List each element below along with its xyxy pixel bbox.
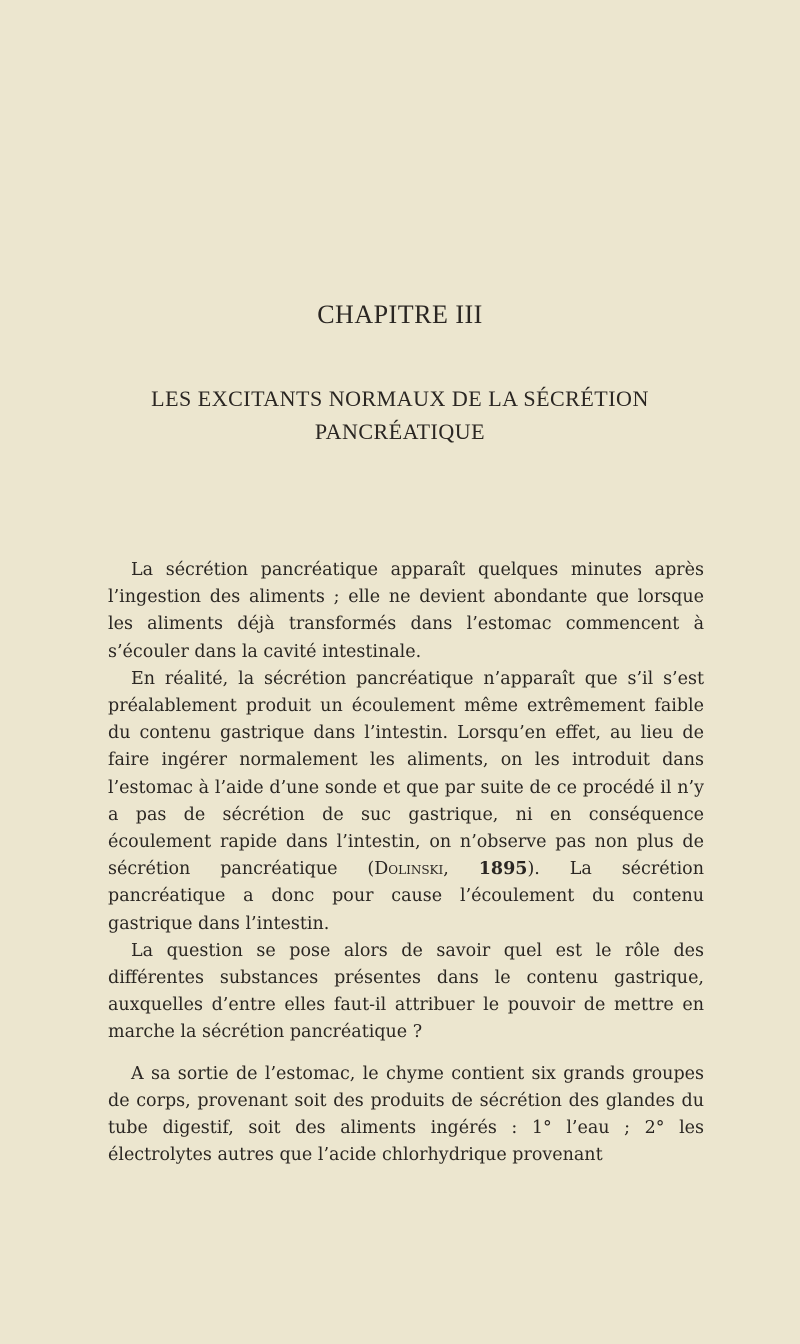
paragraph-1: La sécrétion pancréatique apparaît quelques minutes après l’ingestion des aliments ; elle ne devient abondante que lorsque les aliments déjà transformés dans l’estomac commencent à s’écouler dans la cavité intestinale. <box>108 560 704 662</box>
chapter-title-line-2: PANCRÉATIQUE <box>314 419 486 444</box>
author-citation: Dolinski <box>374 859 444 880</box>
paragraph-4: A sa sortie de l’estomac, le chyme contient six grands groupes de corps, provenant soit des produits de sécrétion des glandes du tube digestif, soit des aliments ingérés : 1° l’eau ; 2° les électrolytes autres que l’acide chlorhydrique provenant <box>108 1063 704 1166</box>
chapter-heading: CHAPITRE III <box>317 300 483 329</box>
citation-separator: , <box>443 859 479 880</box>
body-text <box>108 557 704 1169</box>
paragraph-2-end: ). La sécrétion pancréatique a donc pour cause l’écoulement du contenu gastrique dans l’intestin. <box>108 859 704 934</box>
chapter-title <box>0 382 800 448</box>
paragraph-2 <box>108 666 704 938</box>
paragraph-3: La question se pose alors de savoir quel est le rôle des différentes substances présentes dans le contenu gastrique, auxquelles d’entre elles faut-il attribuer le pouvoir de mettre en marche la sécrétion pancréatique ? <box>108 940 704 1043</box>
chapter-title-line-1: LES EXCITANTS NORMAUX DE LA SÉCRÉTION <box>151 386 649 411</box>
citation-year: 1895 <box>478 859 528 880</box>
paragraph-2-text: En réalité, la sécrétion pancréatique n’apparaît que s’il s’est préalablement produit un écoulement même extrêmement faible du contenu gastrique dans l’intestin. Lorsqu’en effet, au lieu de faire ingérer normalement les aliments, on les introduit dans l’estomac à l’aide d’une sonde et que par suite de ce procédé il n’y a pas de sécrétion de suc gastrique, ni en conséquence écoulement rapide dans l’intestin, on n’observe pas non plus de sécrétion pancréatique ( <box>108 668 704 880</box>
